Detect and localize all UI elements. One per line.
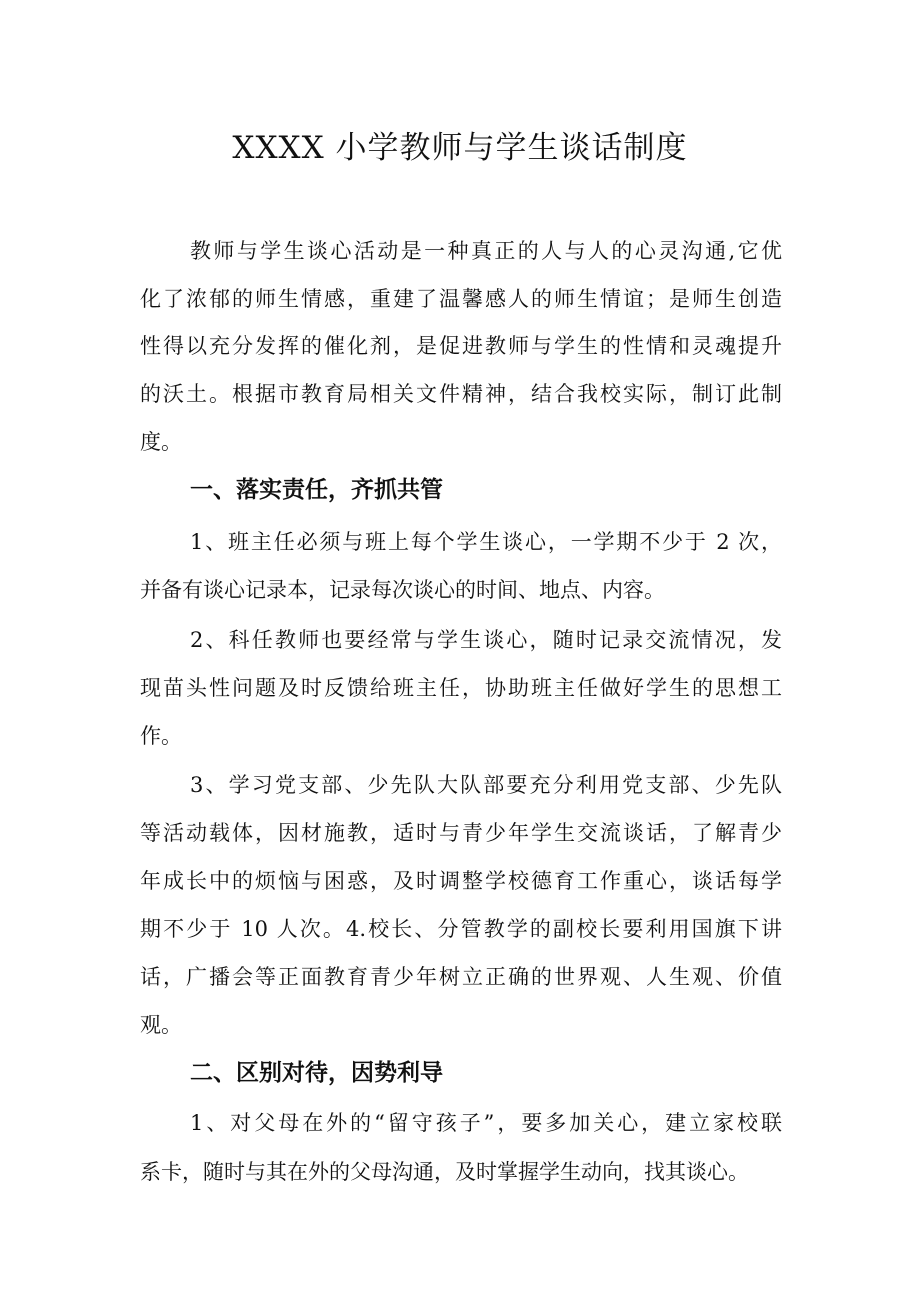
section1-item1-line-1: 1、班主任必须与班上每个学生谈心，一学期不少于 2 次，	[190, 530, 782, 554]
section2-item1-line-1: 1、对父母在外的“留守孩子”，要多加关心，建立家校联	[190, 1111, 782, 1135]
section1-heading: 一、落实责任，齐抓共管	[190, 477, 443, 503]
intro-line-5: 度。	[140, 430, 182, 454]
intro-line-4: 的沃土。根据市教育局相关文件精神，结合我校实际，制订此制	[140, 382, 782, 406]
section1-item2-line-2: 现苗头性问题及时反馈给班主任，协助班主任做好学生的思想工	[140, 676, 782, 700]
section1-item2-line-3: 作。	[140, 724, 182, 748]
section1-item3-line-2: 等活动载体，因材施教，适时与青少年学生交流谈话，了解青少	[140, 821, 782, 845]
section1-item2-line-1: 2、科任教师也要经常与学生谈心，随时记录交流情况，发	[190, 628, 782, 652]
section1-item3-line-6: 观。	[140, 1013, 182, 1037]
section1-item1-line-2: 并备有谈心记录本，记录每次谈心的时间、地点、内容。	[140, 578, 665, 602]
section2-item1-line-2: 系卡，随时与其在外的父母沟通，及时掌握学生动向，找其谈心。	[140, 1160, 749, 1184]
section1-item3-line-4: 期不少于 10 人次。4.校长、分管教学的副校长要利用国旗下讲	[140, 917, 782, 941]
section1-item3-line-1: 3、学习党支部、少先队大队部要充分利用党支部、少先队	[190, 773, 782, 797]
intro-line-1: 教师与学生谈心活动是一种真正的人与人的心灵沟通,它优	[190, 239, 782, 263]
intro-line-2: 化了浓郁的师生情感，重建了温馨感人的师生情谊；是师生创造	[140, 287, 782, 311]
page-title: XXXX 小学教师与学生谈话制度	[232, 130, 688, 166]
section1-item3-line-5: 话，广播会等正面教育青少年树立正确的世界观、人生观、价值	[140, 965, 782, 989]
intro-line-3: 性得以充分发挥的催化剂，是促进教师与学生的性情和灵魂提升	[140, 334, 782, 358]
section1-item3-line-3: 年成长中的烦恼与困惑，及时调整学校德育工作重心，谈话每学	[140, 869, 782, 893]
section2-heading: 二、区别对待，因势利导	[190, 1060, 443, 1086]
